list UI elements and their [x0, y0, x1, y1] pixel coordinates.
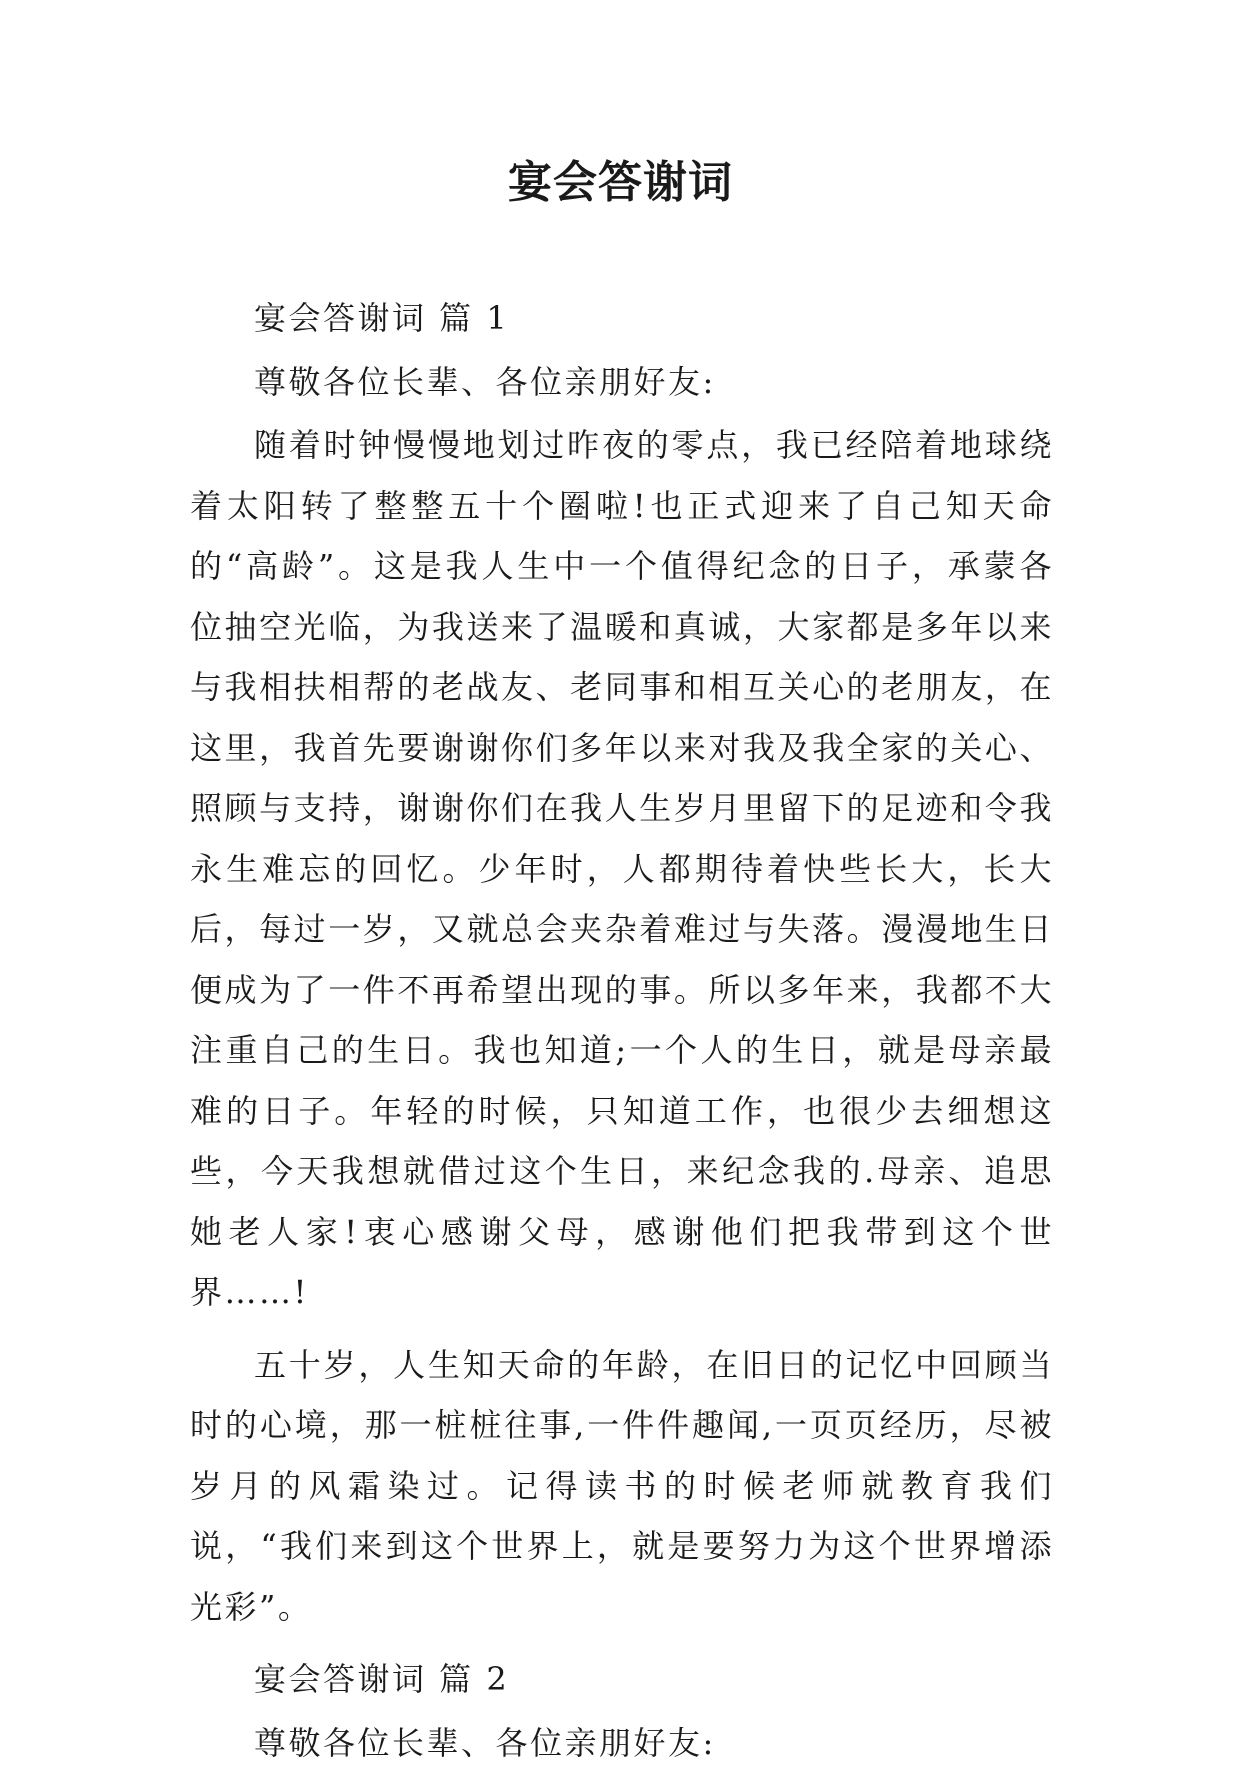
- salutation-2: 尊敬各位长辈、各位亲朋好友:: [254, 1723, 716, 1762]
- section-heading-2: 宴会答谢词 篇 2: [254, 1660, 510, 1698]
- body-paragraph-2: 五十岁，人生知天命的年龄，在旧日的记忆中回顾当时的心境，那一桩桩往事,一件件趣闻,一页页经历，尽被岁月的风霜染过。记得读书的时候老师就教育我们说，“我们来到这个世界上，就是要努力为这个世界增添光彩”。: [190, 1345, 1054, 1626]
- body-paragraph-1: 随着时钟慢慢地划过昨夜的零点，我已经陪着地球绕着太阳转了整整五十个圈啦!也正式迎来了自己知天命的“高龄”。这是我人生中一个值得纪念的日子，承蒙各位抽空光临，为我送来了温暖和真诚，大家都是多年以来与我相扶相帮的老战友、老同事和相互关心的老朋友，在这里，我首先要谢谢你们多年以来对我及我全家的关心、照顾与支持，谢谢你们在我人生岁月里留下的足迹和令我永生难忘的回忆。少年时，人都期待着快些长大，长大后，每过一岁，又就总会夹杂着难过与失落。漫漫地生日便成为了一件不再希望出现的事。所以多年来，我都不大注重自己的生日。我也知道;一个人的生日，就是母亲最难的日子。年轻的时候，只知道工作，也很少去细想这些，今天我想就借过这个生日，来纪念我的.母亲、追思她老人家!衷心感谢父母，感谢他们把我带到这个世界……!: [190, 426, 1054, 1311]
- document-body: [190, 288, 1054, 1776]
- section-heading-1: 宴会答谢词 篇 1: [254, 299, 510, 337]
- document-title: 宴会答谢词: [508, 157, 733, 208]
- salutation-1: 尊敬各位长辈、各位亲朋好友:: [254, 362, 716, 401]
